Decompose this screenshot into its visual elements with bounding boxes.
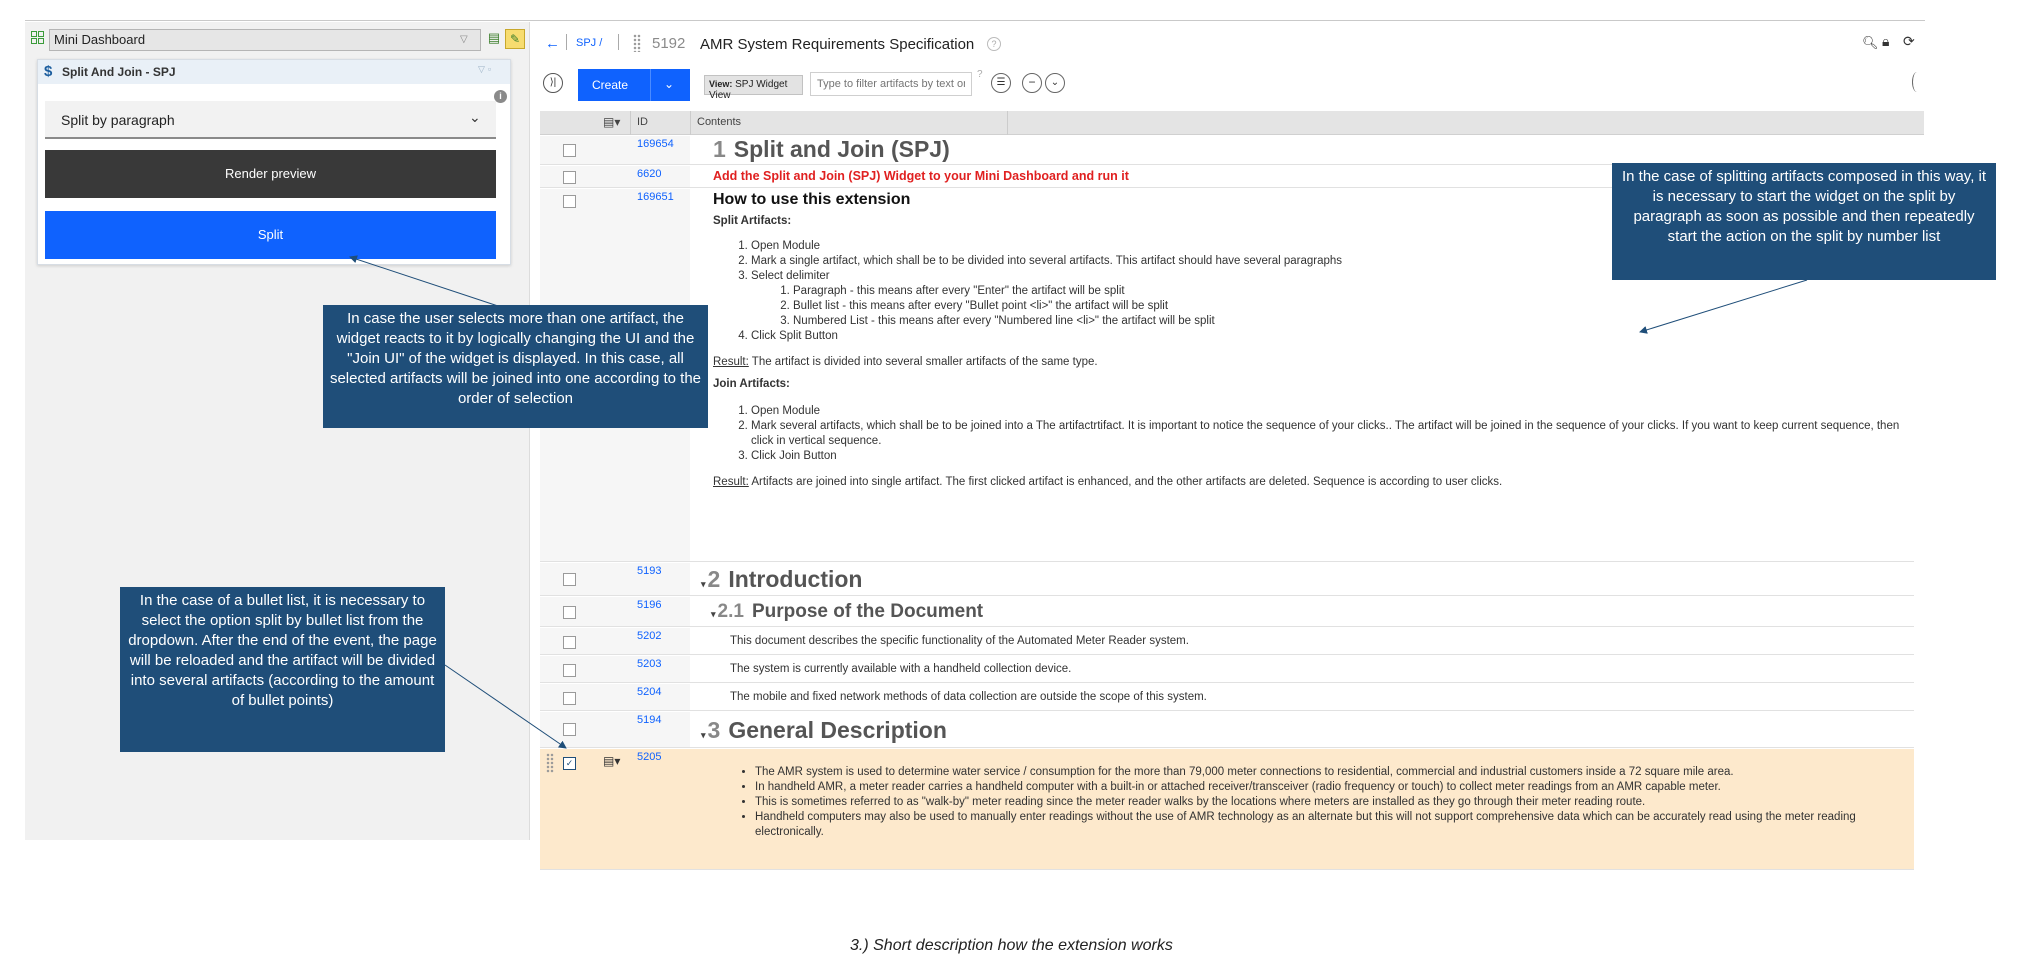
bullet-callout: In the case of a bullet list, it is necessary to select the option split by bullet list from the dropdown. After the end of the event, the page will be reloaded and the artifact will be divided into several artifacts (according to the amount of bullet points) — [120, 587, 445, 752]
list-item: • This is sometimes referred to as "walk-by" meter reading since the meter reader walks by the locations where meters are installed as they go through their meter reading route. — [755, 795, 1895, 810]
list-item: 3. Numbered List - this means after every "Numbered line <li>" the artifact will be split — [793, 314, 1903, 329]
grid-header — [540, 111, 1924, 135]
widget-titlebar — [38, 60, 510, 84]
create-label: Create — [592, 78, 629, 92]
expand-toggle-icon[interactable]: ▾ — [711, 609, 716, 619]
table-row[interactable] — [540, 628, 1914, 655]
split-mode-value: Split by paragraph — [61, 112, 175, 128]
refresh-icon[interactable]: ⟳ — [1903, 33, 1915, 49]
module-id: 5192 — [652, 35, 686, 52]
row-checkbox[interactable] — [563, 723, 576, 736]
join-result — [713, 476, 1903, 488]
list-item: • Handheld computers may also be used to manually enter readings without the use of AMR technology as an alternate but this will not support comprehensive data which can be accurately read using the meter reading electronically. — [755, 810, 1895, 840]
requirement-text: This document describes the specific functionality of the Automated Meter Reader system. — [730, 635, 1189, 647]
column-divider — [630, 111, 631, 135]
section-title: Purpose of the Document — [751, 601, 984, 622]
bullet-artifact — [705, 765, 1895, 840]
column-header-contents[interactable]: Contents — [697, 116, 742, 128]
instruction-text: Add the Split and Join (SPJ) Widget to your Mini Dashboard and run it — [713, 169, 1129, 183]
row-gutter — [540, 628, 630, 654]
dropdown-triangle-icon[interactable]: ▽ — [460, 34, 468, 45]
artifact-id-link[interactable]: 6620 — [637, 168, 662, 180]
table-row[interactable] — [540, 656, 1914, 683]
figure-caption: 3.) Short description how the extension works — [850, 937, 1173, 954]
table-row[interactable] — [540, 563, 1914, 596]
column-divider — [1007, 111, 1008, 135]
section-number: 2.1 — [717, 601, 744, 622]
expand-toggle-icon[interactable]: ▾ — [701, 579, 706, 589]
list-item: 1. Paragraph - this means after every "Enter" the artifact will be split — [793, 284, 1903, 299]
section-heading — [701, 566, 862, 593]
table-row[interactable] — [540, 597, 1914, 627]
row-checkbox[interactable] — [563, 144, 576, 157]
breadcrumb-divider — [566, 34, 567, 50]
list-item: 1. Open Module — [751, 404, 1903, 419]
row-checkbox[interactable] — [563, 195, 576, 208]
widget-title: Split And Join - SPJ — [62, 65, 176, 79]
mini-dashboard-title[interactable]: Mini Dashboard — [49, 29, 481, 51]
spj-widget — [37, 59, 511, 265]
row-id-cell — [630, 749, 690, 869]
list-item: 2. Mark several artifacts, which shall be to be joined into a The artifactrtifact. It is important to notice the sequence of your clicks.. The artifact will be joined in the sequence of your clicks. If you want to keep current sequence, then click in vertical sequence. — [751, 419, 1903, 449]
section-heading — [713, 136, 950, 163]
artifact-id-link[interactable]: 5204 — [637, 686, 662, 698]
section-heading — [711, 601, 983, 623]
row-checkbox[interactable] — [563, 573, 576, 586]
module-title: AMR System Requirements Specification — [700, 36, 975, 53]
artifact-id-link[interactable]: 5194 — [637, 714, 662, 726]
create-button[interactable] — [578, 69, 690, 101]
dashboard-grid-icon — [31, 31, 44, 44]
join-callout: In case the user selects more than one artifact, the widget reacts to it by logically changing the UI and the "Join UI" of the widget is displayed. In this case, all selected artifacts will be joined into one according to the order of selection — [323, 305, 708, 428]
table-row-selected[interactable] — [540, 749, 1914, 870]
row-gutter — [540, 656, 630, 682]
column-header-id[interactable]: ID — [637, 116, 648, 128]
more-icon[interactable] — [1912, 72, 1922, 92]
result-label: Result: — [713, 356, 749, 368]
join-title: Join Artifacts: — [713, 378, 790, 390]
render-preview-button[interactable]: Render preview — [45, 150, 496, 198]
list-item: 2. Mark a single artifact, which shall be to be divided into several artifacts. This artifact should have several paragraphs — [751, 254, 1903, 269]
result-text: Artifacts are joined into single artifact. The first clicked artifact is enhanced, and the other artifacts are deleted. Sequence is according to user clicks. — [751, 476, 1503, 488]
list-item: • The AMR system is used to determine water service / consumption for the more than 79,000 meter connections to residential, commercial and industrial customers inside a 72 square mile area. — [755, 765, 1895, 780]
split-button[interactable]: Split — [45, 211, 496, 259]
result-text: The artifact is divided into several smaller artifacts of the same type. — [751, 356, 1098, 368]
expand-all-icon[interactable]: ⌄ — [1045, 73, 1065, 93]
list-item: 4. Click Split Button — [751, 329, 1903, 344]
join-steps — [713, 404, 1903, 464]
artifact-id-link[interactable]: 5196 — [637, 599, 662, 611]
list-item-text: Select delimiter — [751, 270, 830, 282]
row-checkbox[interactable] — [563, 692, 576, 705]
artifact-type-icon[interactable]: ▤▾ — [603, 754, 621, 768]
chevron-down-icon: ⌄ — [469, 109, 481, 125]
row-gutter — [540, 712, 630, 747]
mini-dashboard-header — [29, 26, 524, 48]
delimiter-list — [751, 284, 1903, 329]
view-selector[interactable] — [704, 75, 803, 101]
section-number: 3 — [707, 717, 721, 743]
search-icon[interactable]: 🔍︎ — [1862, 35, 1879, 50]
section-number: 2 — [707, 566, 721, 592]
requirement-text: The mobile and fixed network methods of data collection are outside the scope of this system. — [730, 691, 1207, 703]
section-number: 1 — [713, 136, 726, 162]
column-divider — [690, 111, 691, 135]
artifact-id-link[interactable]: 169651 — [637, 191, 674, 203]
section-title: Split and Join (SPJ) — [733, 136, 950, 162]
row-checkbox[interactable] — [563, 636, 576, 649]
collapse-panel-icon[interactable]: ⟩| — [543, 73, 563, 93]
filter-options-icon[interactable]: ☰ — [991, 73, 1011, 93]
artifact-id-link[interactable]: 169654 — [637, 138, 674, 150]
list-item: • In handheld AMR, a meter reader carries a handheld computer with a built-in or attached receiver/transceiver (radio frequency or touch) to collect meter readings from an AMR capable meter. — [755, 780, 1895, 795]
number-list-callout: In the case of splitting artifacts composed in this way, it is necessary to start the widget on the split by paragraph as soon as possible and then repeatedly start the action on the split by number list — [1612, 163, 1996, 280]
lock-icon[interactable]: 🔒︎ — [1882, 33, 1890, 49]
artifact-id-link[interactable]: 5205 — [637, 751, 662, 763]
breadcrumb-divider — [618, 34, 619, 50]
row-gutter — [540, 136, 630, 164]
artifact-id-link[interactable]: 5193 — [637, 565, 662, 577]
widget-controls-icon[interactable]: ▽▫ — [478, 64, 495, 74]
table-row[interactable] — [540, 712, 1914, 748]
split-title: Split Artifacts: — [713, 215, 792, 227]
table-row[interactable] — [540, 684, 1914, 711]
chevron-down-icon[interactable]: ⌄ — [664, 77, 675, 91]
row-checkbox[interactable] — [563, 606, 576, 619]
artifact-id-link[interactable]: 5203 — [637, 658, 662, 670]
create-split-divider — [650, 69, 651, 101]
list-item: 1. Open Module — [751, 239, 1903, 254]
arrow-left-icon[interactable]: ← — [545, 35, 560, 52]
requirement-text: The system is currently available with a handheld collection device. — [730, 663, 1072, 675]
collapse-all-icon[interactable]: − — [1022, 73, 1042, 93]
row-checkbox[interactable] — [563, 664, 576, 677]
view-prefix: View: — [709, 79, 733, 89]
info-icon[interactable]: i — [494, 90, 507, 103]
table-row[interactable] — [540, 136, 1914, 165]
breadcrumb-project[interactable]: SPJ / — [576, 37, 603, 49]
row-gutter — [540, 166, 630, 187]
artifact-type-icon[interactable]: ▤▾ — [603, 115, 621, 129]
result-label: Result: — [713, 476, 749, 488]
drag-handle-icon[interactable] — [546, 753, 554, 773]
section-heading — [701, 717, 947, 744]
section-title: Introduction — [728, 566, 863, 592]
top-divider — [25, 20, 1925, 21]
module-view — [540, 22, 1925, 852]
filter-input[interactable] — [810, 72, 972, 96]
row-gutter — [540, 597, 630, 626]
expand-toggle-icon[interactable]: ▾ — [701, 730, 706, 740]
row-gutter — [540, 563, 630, 595]
help-icon[interactable]: ? — [987, 37, 1001, 51]
spj-logo-icon: $ — [44, 63, 53, 80]
drag-handle-icon[interactable] — [633, 34, 641, 52]
list-item: 3. Click Join Button — [751, 449, 1903, 464]
bullet-list — [705, 765, 1895, 840]
split-result — [713, 356, 1903, 368]
row-checkbox[interactable] — [563, 171, 576, 184]
list-item: 2. Bullet list - this means after every "Bullet point <li>" the artifact will be split — [793, 299, 1903, 314]
row-gutter — [540, 684, 630, 710]
section-title: General Description — [728, 717, 947, 743]
row-checkbox-checked[interactable]: ✓ — [563, 757, 576, 770]
filter-help-icon[interactable]: ? — [977, 69, 983, 80]
split-mode-select[interactable] — [45, 101, 496, 139]
pin-icon[interactable]: ✎ — [505, 29, 525, 49]
guide-title: How to use this extension — [713, 191, 911, 208]
add-widget-icon[interactable]: ▤ — [487, 30, 501, 45]
artifact-id-link[interactable]: 5202 — [637, 630, 662, 642]
view-name: SPJ Widget View — [709, 79, 788, 101]
